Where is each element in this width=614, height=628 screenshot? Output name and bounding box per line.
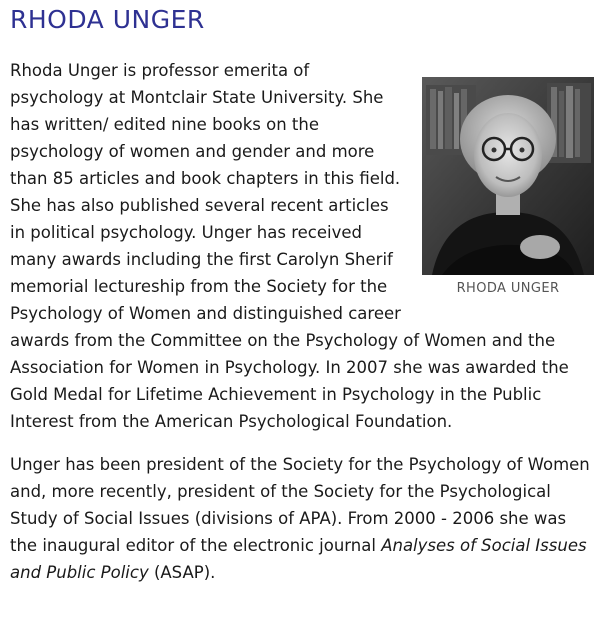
photo-caption: RHODA UNGER: [456, 281, 560, 296]
portrait-photo-icon: [422, 77, 594, 275]
bio-page: [10, 0, 596, 602]
bio-paragraph-2-text: Unger has been president of the Society for the Psychology of Women and, more recently, president of the Society for the Psychological Study of Social Issues (divisions of APA). From 2000 - 2006 she was the inaugural editor of the electronic journal: [10, 455, 590, 555]
bio-paragraph-1: Rhoda Unger is professor emerita of psychology at Montclair State University. She has written/ edited nine books on the psychology of women and gender and more than 85 articles and book chapters in this field. She has also published several recent articles in political psychology. Unger has received many awards including the first Carolyn Sherif memorial lectureship from the Society for the Psychology of Women and distinguished career awards from the Committee on the Psychology of Women and the Association for Women in Psychology. In 2007 she was awarded the Gold Medal for Lifetime Achievement in Psychology in the Public Interest from the American Psychological Foundation.: [10, 61, 569, 431]
journal-title: Analyses of Social Issues and Public Policy: [10, 536, 587, 582]
bio-paragraph-2: [10, 451, 596, 586]
page-title: RHODA UNGER: [10, 5, 205, 34]
bio-paragraph-2-end: (ASAP).: [148, 563, 216, 582]
portrait-figure: [422, 77, 594, 297]
portrait-photo: [422, 77, 594, 275]
